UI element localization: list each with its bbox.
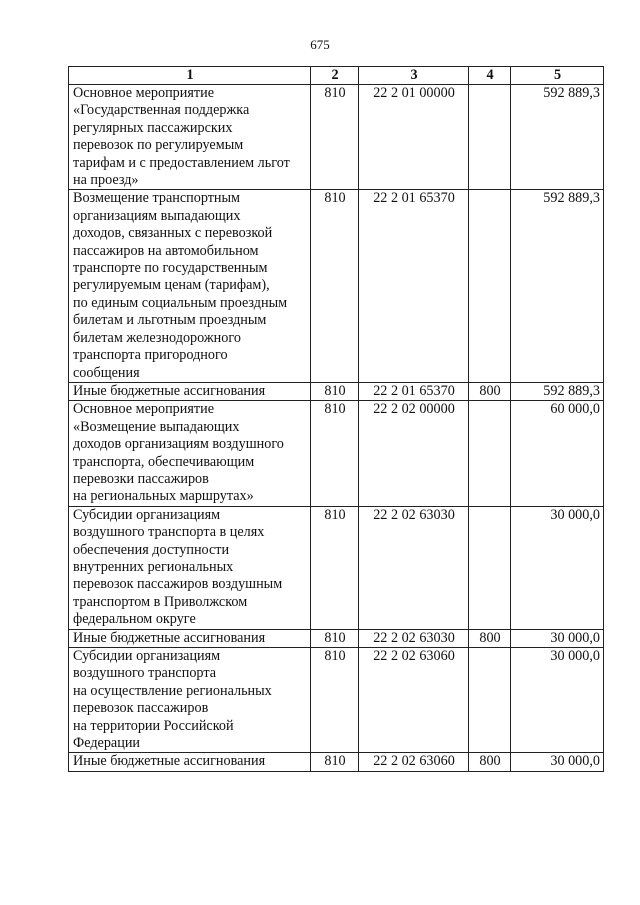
- header-col-1: 1: [69, 67, 311, 85]
- row-csr: 22 2 01 65370: [359, 190, 469, 382]
- header-col-5: 5: [511, 67, 604, 85]
- row-name: Основное мероприятие «Возмещение выпадающих доходов организациям воздушного транспорта, обеспечивающим перевозки пассажиров на региональных маршрутах»: [73, 401, 284, 505]
- header-col-2: 2: [311, 67, 359, 85]
- row-vr: 800: [469, 753, 511, 771]
- row-csr: 22 2 02 00000: [359, 401, 469, 506]
- row-sum: 60 000,0: [511, 401, 604, 506]
- row-csr: 22 2 02 63030: [359, 629, 469, 647]
- table-body: [69, 85, 604, 772]
- row-csr: 22 2 01 00000: [359, 85, 469, 190]
- row-name-cell: [69, 382, 311, 400]
- row-name: Субсидии организациям воздушного транспорта в целях обеспечения доступности внутренних региональных перевозок пассажиров воздушным транспортом в Приволжском федеральном округе: [73, 506, 283, 628]
- row-ved: 810: [311, 382, 359, 400]
- table-header-row: [69, 67, 604, 85]
- row-ved: 810: [311, 85, 359, 190]
- row-csr: 22 2 02 63030: [359, 506, 469, 629]
- table-row: [69, 629, 604, 647]
- row-sum: 592 889,3: [511, 85, 604, 190]
- row-vr: 800: [469, 382, 511, 400]
- row-vr: [469, 85, 511, 190]
- row-name-cell: [69, 401, 311, 506]
- row-sum: 30 000,0: [511, 629, 604, 647]
- row-name: Иные бюджетные ассигнования: [73, 629, 266, 646]
- table-row: [69, 506, 604, 629]
- row-name: Основное мероприятие «Государственная поддержка регулярных пассажирских перевозок по регулируемым тарифам и с предоставлением льгот на проезд»: [73, 85, 290, 189]
- row-name: Иные бюджетные ассигнования: [73, 753, 266, 770]
- table-row: [69, 753, 604, 771]
- row-name-cell: [69, 190, 311, 382]
- row-vr: [469, 190, 511, 382]
- page-number: 675: [310, 37, 330, 52]
- row-ved: 810: [311, 648, 359, 753]
- row-csr: 22 2 02 63060: [359, 753, 469, 771]
- row-vr: [469, 506, 511, 629]
- row-ved: 810: [311, 629, 359, 647]
- row-sum: 592 889,3: [511, 382, 604, 400]
- row-vr: 800: [469, 629, 511, 647]
- table-row: [69, 382, 604, 400]
- row-ved: 810: [311, 506, 359, 629]
- row-name: Возмещение транспортным организациям выпадающих доходов, связанных с перевозкой пассажиров на автомобильном транспорте по государственным регулируемым ценам (тарифам), по единым социальным проездным билетам и льготным проездным билетам железнодорожного транспорта пригородного сообщения: [73, 190, 288, 381]
- row-csr: 22 2 02 63060: [359, 648, 469, 753]
- row-sum: 30 000,0: [511, 753, 604, 771]
- table-row: [69, 85, 604, 190]
- row-vr: [469, 648, 511, 753]
- row-sum: 30 000,0: [511, 648, 604, 753]
- budget-table: [68, 66, 604, 772]
- row-name: Иные бюджетные ассигнования: [73, 382, 266, 399]
- header-col-3: 3: [359, 67, 469, 85]
- table-row: [69, 190, 604, 382]
- row-name-cell: [69, 629, 311, 647]
- row-name: Субсидии организациям воздушного транспорта на осуществление региональных перевозок пассажиров на территории Российской Федерации: [73, 648, 272, 752]
- table-row: [69, 401, 604, 506]
- header-col-4: 4: [469, 67, 511, 85]
- row-ved: 810: [311, 190, 359, 382]
- row-csr: 22 2 01 65370: [359, 382, 469, 400]
- row-sum: 592 889,3: [511, 190, 604, 382]
- row-name-cell: [69, 648, 311, 753]
- row-name-cell: [69, 85, 311, 190]
- row-sum: 30 000,0: [511, 506, 604, 629]
- row-name-cell: [69, 506, 311, 629]
- row-name-cell: [69, 753, 311, 771]
- table-row: [69, 648, 604, 753]
- row-vr: [469, 401, 511, 506]
- row-ved: 810: [311, 401, 359, 506]
- row-ved: 810: [311, 753, 359, 771]
